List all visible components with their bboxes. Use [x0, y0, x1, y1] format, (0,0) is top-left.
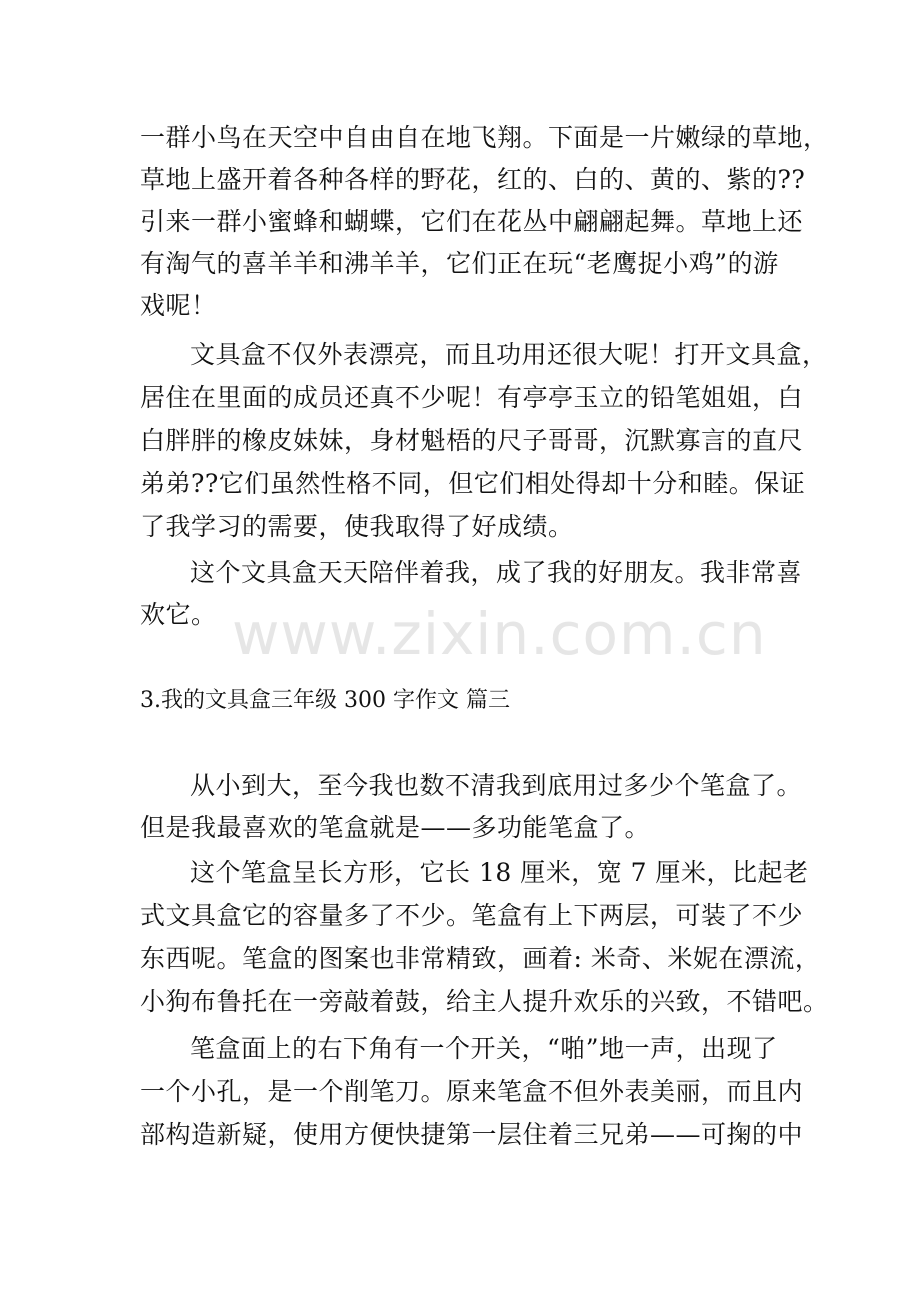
text-line: 这个文具盒天天陪伴着我，成了我的好朋友。我非常喜 [190, 558, 803, 587]
text-line: 一群小鸟在天空中自由自在地飞翔。下面是一片嫩绿的草地， [140, 123, 829, 152]
text-line: 小狗布鲁托在一旁敲着鼓，给主人提升欢乐的兴致，不错吧。 [140, 987, 829, 1016]
text-line: 式文具盒它的容量多了不少。笔盒有上下两层，可装了不少 [140, 901, 804, 930]
text-line: 但是我最喜欢的笔盒就是——多功能笔盒了。 [140, 813, 651, 842]
text-line: 从小到大，至今我也数不清我到底用过多少个笔盒了。 [190, 771, 803, 800]
text-line: 部构造新疑，使用方便快捷第一层住着三兄弟——可掬的中 [140, 1120, 804, 1149]
text-line: 东西呢。笔盒的图案也非常精致，画着: 米奇、米妮在漂流， [140, 944, 821, 973]
text-line: 引来一群小蜜蜂和蝴蝶，它们在花丛中翩翩起舞。草地上还 [140, 207, 804, 236]
text-line: 这个笔盒呈长方形，它长 18 厘米，宽 7 厘米，比起老 [190, 858, 809, 887]
text-line: 一个小孔，是一个削笔刀。原来笔盒不但外表美丽，而且内 [140, 1077, 804, 1106]
text-line: 了我学习的需要，使我取得了好成绩。 [140, 512, 574, 541]
text-line: 弟弟??它们虽然性格不同，但它们相处得却十分和睦。保证 [140, 469, 806, 498]
section-heading: 3.我的文具盒三年级 300 字作文 篇三 [140, 688, 510, 713]
text-line: 草地上盛开着各种各样的野花，红的、白的、黄的、紫的?? [140, 165, 806, 194]
text-line: 戏呢！ [140, 291, 217, 320]
text-line: 文具盒不仅外表漂亮，而且功用还很大呢！打开文具盒， [190, 340, 828, 369]
text-line: 居住在里面的成员还真不少呢！有亭亭玉立的铅笔姐姐，白 [140, 383, 804, 412]
watermark: www.zixin.com.cn [232, 600, 767, 668]
text-line: 欢它。 [140, 600, 217, 629]
text-line: 笔盒面上的右下角有一个开关，“啪”地一声，出现了 [190, 1034, 778, 1063]
text-line: 有淘气的喜羊羊和沸羊羊，它们正在玩“老鹰捉小鸡”的游 [140, 249, 779, 278]
text-line: 白胖胖的橡皮妹妹，身材魁梧的尺子哥哥，沉默寡言的直尺 [140, 426, 804, 455]
